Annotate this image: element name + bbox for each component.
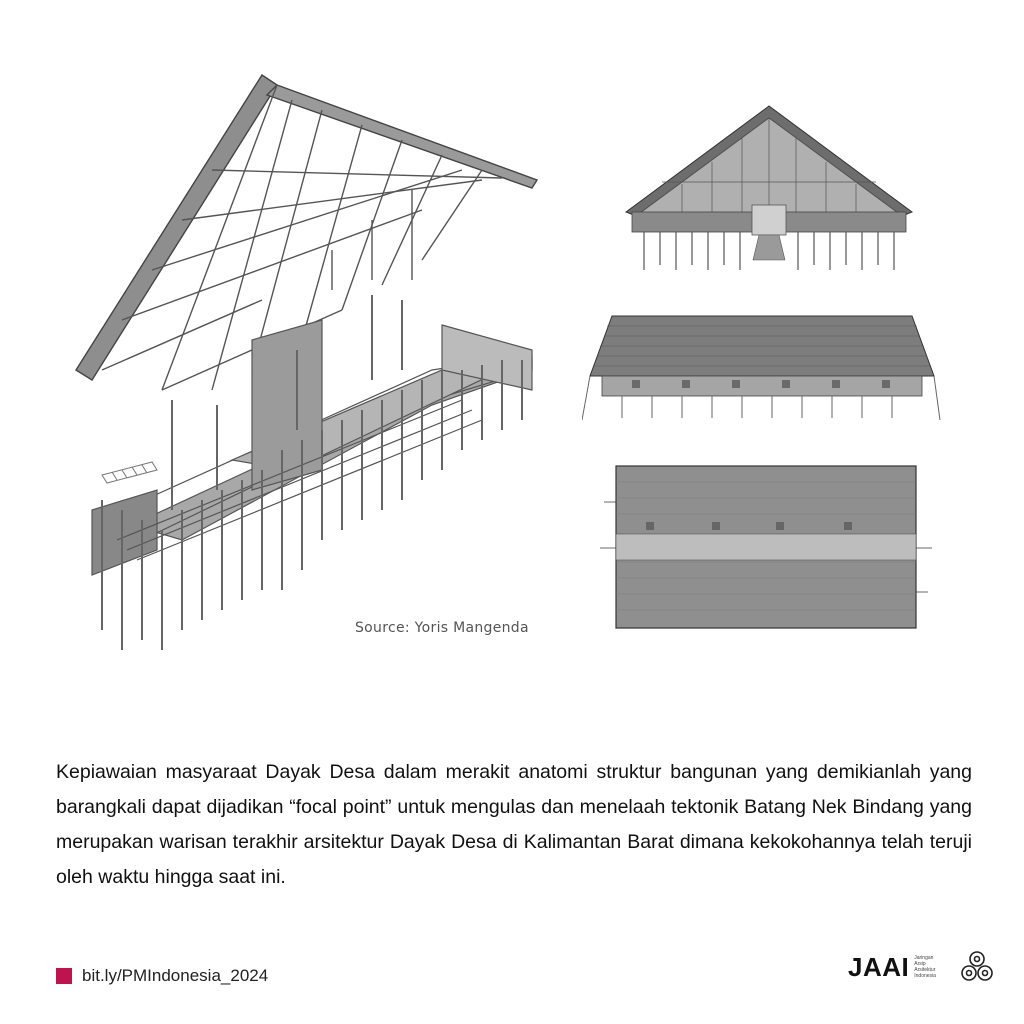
footer-link[interactable]: [56, 966, 268, 986]
footer-link-text: bit.ly/PMIndonesia_2024: [82, 966, 269, 985]
tagline-line: Indonesia: [914, 973, 936, 979]
brand-tagline: [914, 955, 954, 979]
exploded-axonometric-drawing: [62, 70, 542, 660]
tagline-line: Arsip: [914, 961, 926, 967]
floor-structure: [92, 320, 532, 575]
brand-logo: [848, 948, 996, 986]
image-source-caption: Source: Yoris Mangenda: [355, 620, 529, 636]
tagline-line: Jaringan: [914, 955, 934, 961]
ladder-element: [102, 462, 157, 483]
body-paragraph: Kepiawaian masyaraat Dayak Desa dalam merakit anatomi struktur bangunan yang demikianlah yang barangkali dapat dijadikan “focal point” untuk mengulas dan menelaah tektonik Batang Nek Bindang yang merupakan warisan terakhir arsitektur Dayak Desa di Kalimantan Barat dimana kekokohannya telah teruji oleh waktu hingga saat ini.: [56, 760, 972, 888]
front-elevation-drawing: [622, 100, 916, 276]
tagline-line: Arsitektur: [914, 967, 936, 973]
accent-square-icon: [56, 968, 72, 984]
triple-spiral-icon: [958, 948, 996, 986]
floor-plan-drawing: [586, 462, 946, 634]
brand-wordmark: JAAI: [848, 951, 910, 982]
side-elevation-drawing: [582, 314, 942, 426]
